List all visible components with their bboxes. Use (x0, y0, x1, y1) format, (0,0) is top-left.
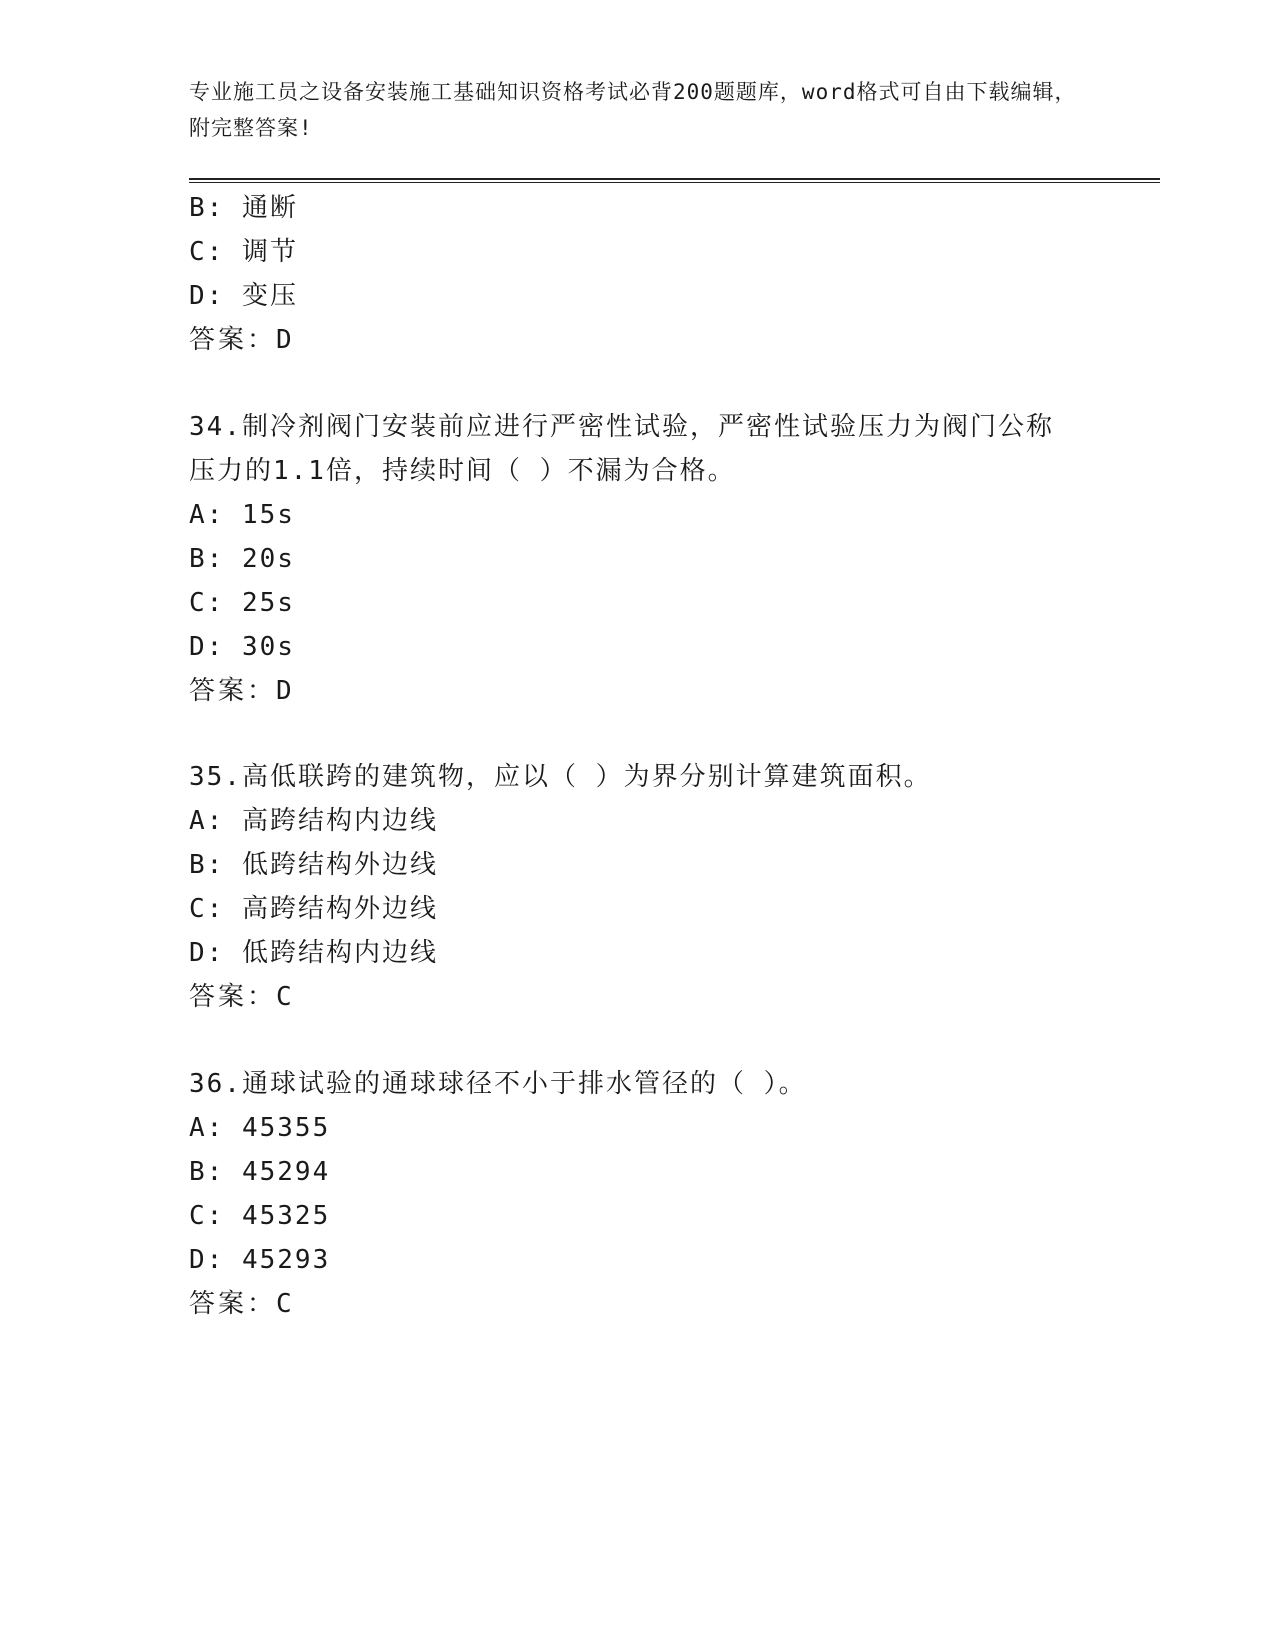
question-34-stem: 34.制冷剂阀门安装前应进行严密性试验，严密性试验压力为阀门公称 (189, 412, 1054, 442)
question-34-stem-cont: 压力的1.1倍，持续时间（ ）不漏为合格。 (189, 456, 736, 486)
option-c: C: 调节 (189, 237, 298, 267)
option-b: B: 通断 (189, 193, 298, 223)
question-35-stem: 35.高低联跨的建筑物，应以（ ）为界分别计算建筑面积。 (189, 762, 932, 792)
option-b: B: 20s (189, 544, 295, 574)
option-d: D: 30s (189, 632, 295, 662)
option-a: A: 45355 (189, 1113, 331, 1143)
option-d: D: 低跨结构内边线 (189, 938, 438, 968)
option-b: B: 低跨结构外边线 (189, 850, 438, 880)
question-36-stem: 36.通球试验的通球球径不小于排水管径的（ ）。 (189, 1069, 807, 1099)
option-a: A: 15s (189, 500, 295, 530)
option-c: C: 25s (189, 588, 295, 618)
answer-value: D (276, 676, 295, 706)
answer-line (189, 1287, 295, 1321)
option-a: A: 高跨结构内边线 (189, 806, 438, 836)
answer-line (189, 674, 295, 708)
document-header: 专业施工员之设备安装施工基础知识资格考试必背200题题库，word格式可自由下载编辑，附完整答案! (189, 80, 1077, 140)
answer-label: 答案： (189, 676, 277, 706)
answer-value: C (276, 1289, 295, 1319)
option-c: C: 高跨结构外边线 (189, 894, 438, 924)
answer-label: 答案： (189, 325, 277, 355)
option-d: D: 45293 (189, 1245, 331, 1275)
answer-value: D (276, 325, 295, 355)
answer-value: C (276, 982, 295, 1012)
option-b: B: 45294 (189, 1157, 331, 1187)
header-divider (189, 178, 1160, 183)
option-c: C: 45325 (189, 1201, 331, 1231)
answer-label: 答案： (189, 982, 277, 1012)
answer-label: 答案： (189, 1289, 277, 1319)
answer-line (189, 980, 295, 1014)
answer-line (189, 323, 295, 357)
option-d: D: 变压 (189, 281, 298, 311)
